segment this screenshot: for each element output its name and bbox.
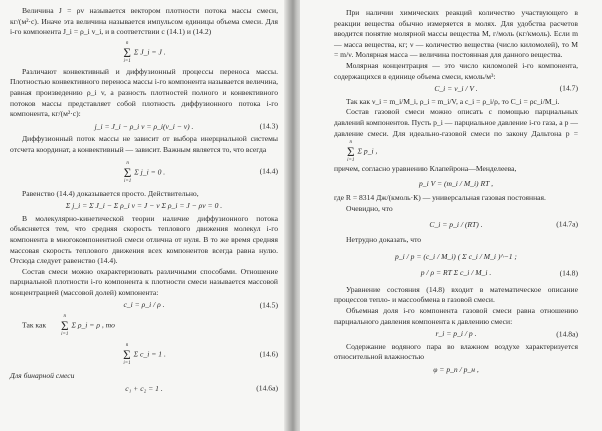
paragraph: Содержание водяного пара во влажном воздухе характеризуется относительной влажностью xyxy=(334,341,578,362)
paragraph: Молярная концентрация — это число киломолей i-го компонента, содержащихся в единице объема смеси, кмоль/м³: xyxy=(334,60,578,81)
equation-14-7: C_i = ν_i / V . (14.7) xyxy=(434,84,578,94)
sum-symbol: n Σ i=1 xyxy=(60,314,69,338)
equation-clapeyron: p_i V = (m_i / M_i) RT , xyxy=(418,178,494,188)
right-page-text xyxy=(334,8,578,378)
equation-14-7a: C_i = p_i / (RT) . (14.7a) xyxy=(429,219,578,229)
paragraph: Равенство (14.4) доказывается просто. Действительно, xyxy=(22,188,199,198)
paragraph: причем, согласно уравнению Клапейрона—Менделеева, xyxy=(334,164,517,174)
equation-number: (14.6a) xyxy=(256,383,278,393)
equation-14-8a: r_i = p_i / p . (14.8a) xyxy=(435,329,578,339)
equation-number: (14.6) xyxy=(259,349,278,359)
equation-number: (14.7) xyxy=(559,84,578,94)
paragraph: Для бинарной смеси xyxy=(10,371,75,381)
paragraph: Очевидно, что xyxy=(346,203,393,213)
sum-symbol: n Σ i=1 xyxy=(123,160,132,184)
paragraph: В молекулярно-кинетической теории наличие диффузионного потока объясняется тем, что средняя скорость теплового движения молекул i-го компонента в многокомпонентной смеси отлична от нуля. В то же время средняя массовая скорость теплового движения всех компонентов всегда равна нулю. Отсюда следует равенство (14.4). xyxy=(10,213,278,266)
equation-number: (14.4) xyxy=(259,166,278,176)
sum-symbol: n Σ i=1 xyxy=(123,343,131,367)
left-page xyxy=(0,0,290,431)
equation-14-6: n Σ i=1 Σ c_i = 1 . (14.6) xyxy=(123,343,278,367)
equation-14-4: n Σ i=1 Σ j_i = 0 . (14.4) xyxy=(123,160,278,184)
paragraph: где R = 8314 Дж/(кмоль·К) — универсальная газовая постоянная. xyxy=(334,193,546,203)
paragraph: Объемная доля i-го компонента газовой смеси равна отношению парциального давления компонента к давлению смеси: xyxy=(334,306,578,326)
paragraph: Диффузионный поток массы не зависит от выбора инерциальной системы отсчета координат, а конвективный — зависит. Важным является то, что всегда xyxy=(10,134,278,154)
paragraph: Так как n Σ i=1 Σ ρ_i = ρ , то xyxy=(22,314,115,338)
equation-partial-pressure-ratio: p_i / p = (c_i / M_i) ( Σ c_i / M_i )^−1 ; xyxy=(395,251,517,261)
equation-relative-humidity: φ = p_п / p_н , xyxy=(433,365,479,375)
paragraph: Различают конвективный и диффузионный процессы переноса массы. Плотностью конвективного переноса массы i-го компонента называется величина, равная произведению ρ_i v, а разность плотностей полного и конвективного потоков массы представляет собой плотность диффузионного потока i-го компонента, кг/(м²·с): xyxy=(10,66,278,119)
paragraph: Так как ν_i = m_i/M_i, ρ_i = m_i/V, а c_i = ρ_i/ρ, то C_i = ρc_i/M_i. xyxy=(346,96,560,106)
equation-14-5: c_i = ρ_i / ρ . (14.5) xyxy=(123,300,278,310)
equation-number: (14.8) xyxy=(559,268,578,278)
equation-number: (14.5) xyxy=(259,300,278,310)
equation-sum-J: n Σ i=1 Σ J_i = J . xyxy=(123,40,166,64)
right-page xyxy=(300,0,602,431)
equation-number: (14.8a) xyxy=(556,329,578,339)
paragraph: Состав смеси можно охарактеризовать различными способами. Отношение парциальной плотности i-го компонента к плотности смеси называется массовой концентрацией (массовой долей) компонента: xyxy=(10,266,278,297)
paragraph: Состав газовой смеси можно описать с помощью парциальных давлений компонентов. Пусть p_i — парциальное давление i-го газа, а p — давление смеси. Для идеально-газовой смеси по закону Дальтона p = n Σ i=1 Σ p_i , xyxy=(334,107,578,164)
equation-14-6a: c₁ + c₂ = 1 . (14.6a) xyxy=(125,383,278,393)
paragraph: Величина J = ρv называется вектором плотности потока массы смеси, кг/(м²·с). Иначе эта величина называется импульсом единицы объема смеси. Для i-го компонента J_i = ρ_i v_i, и в соответствии с (14.1) и (14.2) xyxy=(10,6,278,37)
equation-number: (14.3) xyxy=(259,121,278,131)
equation-proof: Σ j_i = Σ J_i − Σ ρ_i v = J − v Σ ρ_i = J − ρv = 0 . xyxy=(65,201,223,211)
paragraph: При наличии химических реакций количество участвующего в реакции вещества обычно измеряется в молях. Для удобства расчетов вводится понятие молярной массы вещества M, г/моль (кг/кмоль). Если m — масса вещества, кг; ν — количество вещества (число киломолей), то M = m/ν. Молярная масса — величина постоянная для данного вещества. xyxy=(334,8,578,60)
left-page-text xyxy=(10,6,278,396)
equation-number: (14.7a) xyxy=(556,219,578,229)
sum-symbol: n Σ i=1 xyxy=(123,40,131,64)
sum-symbol: n Σ i=1 xyxy=(347,140,355,164)
paragraph: Уравнение состояния (14.8) входит в математическое описание процессов тепло- и массообмена в газовой смеси. xyxy=(334,284,578,305)
equation-14-3: j_i = J_i − ρ_i v = ρ_i(v_i − v) . (14.3) xyxy=(94,121,278,131)
paragraph: Нетрудно доказать, что xyxy=(346,235,422,245)
equation-14-8: p / ρ = RT Σ c_i / M_i . (14.8) xyxy=(420,268,578,278)
